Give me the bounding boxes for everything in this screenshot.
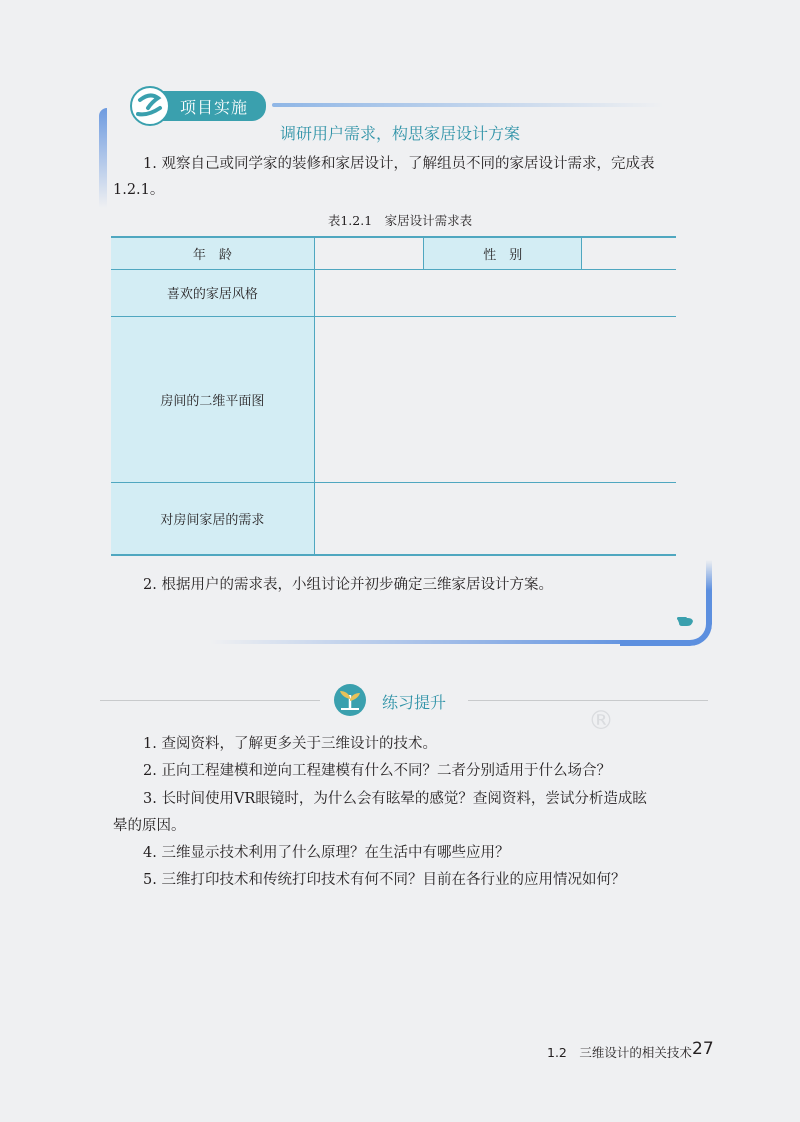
exercise-item-3: 3. 长时间使用VR眼镜时，为什么会有眩晕的感觉？查阅资料，尝试分析造成眩 <box>143 791 647 807</box>
pointing-hand-icon <box>676 614 696 628</box>
step1-line2: 1.2.1。 <box>113 182 165 198</box>
project-subtitle: 调研用户需求，构思家居设计方案 <box>279 124 520 143</box>
frame-bottom-right-corner <box>620 560 712 646</box>
exercise-item-1: 1. 查阅资料，了解更多关于三维设计的技术。 <box>143 736 437 752</box>
exercise-item-2: 2. 正向工程建模和逆向工程建模有什么不同？二者分别适用于什么场合？ <box>143 763 611 779</box>
demand-value-cell <box>314 482 676 555</box>
project-badge-label: 项目实施 <box>180 98 249 117</box>
gender-header-cell <box>424 237 582 269</box>
age-label: 年 龄 <box>192 247 232 263</box>
step1-line1: 1. 观察自己或同学家的装修和家居设计，了解组员不同的家居设计需求，完成表 <box>143 156 655 172</box>
table-row <box>111 316 676 482</box>
requirements-table <box>111 236 676 556</box>
project-badge-icon <box>128 86 172 126</box>
floorplan-value-cell <box>314 316 676 482</box>
registered-watermark: ® <box>588 706 616 736</box>
exercise-plant-icon <box>333 683 367 717</box>
floorplan-header-cell <box>111 316 314 482</box>
style-value-cell <box>314 269 676 316</box>
age-value-cell <box>314 237 424 269</box>
demand-label: 对房间家居的需求 <box>160 512 265 528</box>
footer-section: 1.2 三维设计的相关技术 <box>547 1045 692 1060</box>
step2-text: 2. 根据用户的需求表，小组讨论并初步确定三维家居设计方案。 <box>143 577 553 593</box>
exercise-item-4: 4. 三维显示技术利用了什么原理？在生活中有哪些应用？ <box>143 845 510 861</box>
frame-bottom-line <box>210 640 650 644</box>
exercise-item-3-cont: 晕的原因。 <box>113 818 186 834</box>
demand-header-cell <box>111 482 314 555</box>
style-label: 喜欢的家居风格 <box>166 287 258 302</box>
frame-top-line <box>272 103 664 107</box>
table-row <box>111 482 676 555</box>
exercise-divider-left <box>100 700 320 701</box>
gender-label: 性 别 <box>483 247 523 263</box>
gender-value-cell <box>582 237 676 269</box>
exercise-item-5: 5. 三维打印技术和传统打印技术有何不同？目前在各行业的应用情况如何？ <box>143 872 626 888</box>
table-caption: 表1.2.1 家居设计需求表 <box>327 213 473 228</box>
exercise-title: 练习提升 <box>382 693 447 712</box>
table-row <box>111 237 676 269</box>
floorplan-label: 房间的二维平面图 <box>160 393 265 409</box>
style-header-cell <box>111 269 314 316</box>
exercise-divider-right <box>468 700 708 701</box>
page-number: 27 <box>692 1039 714 1059</box>
table-row <box>111 269 676 316</box>
age-header-cell <box>111 237 314 269</box>
